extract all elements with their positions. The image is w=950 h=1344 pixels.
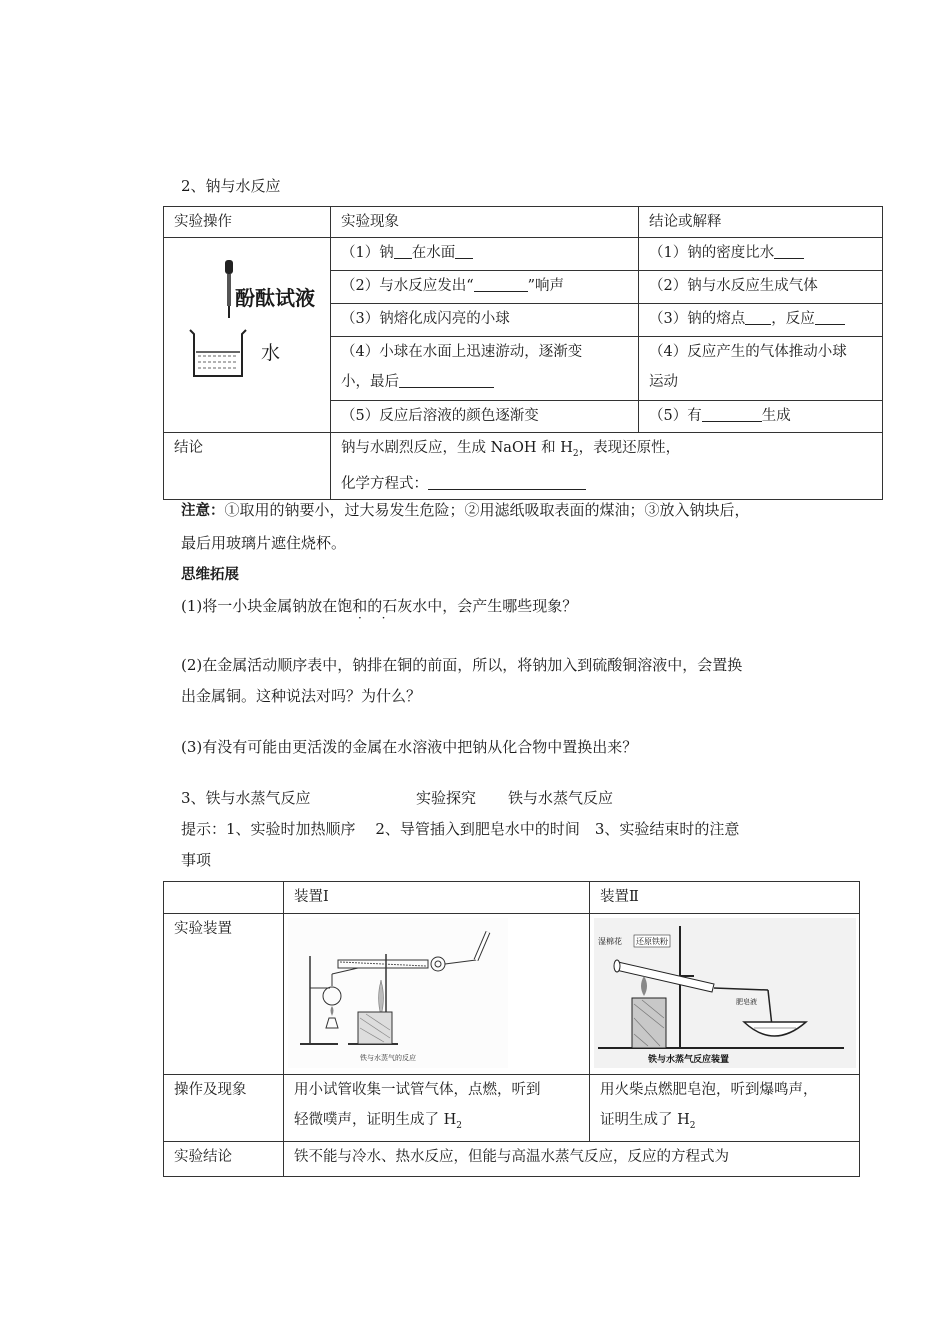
section3-explore-topic: 铁与水蒸气反应 [508,789,614,807]
device-1-cell [284,914,590,1075]
phenomenon-2: （2）与水反应发出“ ”响声 [331,271,639,304]
thinking-q2-line2: 出金属铜。这种说法对吗？为什么？ [181,687,422,705]
wet-cotton-label: 湿棉花 [598,937,622,946]
section3-title: 3、铁与水蒸气反应 [181,789,311,807]
iron-powder-label: 还原铁粉 [636,937,668,946]
explain-4: （4）反应产生的气体推动小球 运动 [639,337,883,401]
iron-conclusion: 铁不能与冷水、热水反应，但能与高温水蒸气反应，反应的方程式为 [284,1141,860,1176]
thinking-q3: (3)有没有可能由更活泼的金属在水溶液中把钠从化合物中置换出来？ [181,738,638,756]
dropper-beaker-figure [178,258,328,398]
phenomenon-4: （4）小球在水面上迅速游动，逐渐变 小，最后 [331,337,639,401]
soap-label: 肥皂液 [736,998,757,1006]
header-explanation: 结论或解释 [639,207,883,238]
op-1: 用小试管收集一试管气体，点燃，听到 轻微噗声，证明生成了 $H_2$ [284,1075,590,1142]
conclusion-label: 结论 [164,433,331,500]
phenolphthalein-label: 酚酞试液 [235,286,315,310]
thinking-q1: (1)将一小块金属钠放在饱和的石灰水中，会产生哪些现象？ [181,597,578,615]
device-2-image [594,918,856,1068]
operation-figure-cell [164,238,331,433]
row-conclusion-label: 实验结论 [164,1141,284,1176]
explain-3: （3）钠的熔点 ，反应 [639,304,883,337]
conclusion-cell: 钠与水剧烈反应，生成 NaOH 和 $H_2$，表现还原性， 化学方程式： [331,433,883,500]
section2-title: 2、钠与水反应 [181,177,281,195]
hint-line2: 事项 [181,851,212,869]
sodium-water-table [163,206,883,500]
device-2-cell [590,914,860,1075]
device-1-image [288,918,508,1068]
explain-5: （5）有 生成 [639,401,883,433]
section3-explore: 实验探究 [416,789,477,807]
header-operation: 实验操作 [164,207,331,238]
emphasis-dots: · · [358,611,394,625]
iron-steam-table [163,881,860,1177]
corner-cell [164,882,284,914]
phenomenon-1: （1）钠 在水面 [331,238,639,271]
thinking-q2-line1: (2)在金属活动顺序表中，钠排在铜的前面，所以，将钠加入到硫酸铜溶液中，会置换 [181,656,743,674]
row-device-label: 实验装置 [164,914,284,1075]
row-op-label: 操作及现象 [164,1075,284,1142]
water-label: 水 [261,342,281,364]
op-2: 用火柴点燃肥皂泡，听到爆鸣声， 证明生成了 $H_2$ [590,1075,860,1142]
device-2-caption: 铁与水蒸气反应装置 [648,1055,730,1065]
header-device-1: 装置Ⅰ [284,882,590,914]
explain-2: （2）钠与水反应生成气体 [639,271,883,304]
header-device-2: 装置Ⅱ [590,882,860,914]
hint-line1: 提示：1、实验时加热顺序 2、导管插入到肥皂水中的时间 3、实验结束时的注意 [181,820,740,838]
notes-line1: 注意：①取用的钠要小，过大易发生危险；②用滤纸吸取表面的煤油；③放入钠块后， [181,501,750,519]
notes-line2: 最后用玻璃片遮住烧杯。 [181,534,347,552]
phenomenon-3: （3）钠熔化成闪亮的小球 [331,304,639,337]
thinking-title: 思维拓展 [181,567,239,583]
header-phenomenon: 实验现象 [331,207,639,238]
explain-1: （1）钠的密度比水 [639,238,883,271]
phenomenon-5: （5）反应后溶液的颜色逐渐变 [331,401,639,433]
device-1-caption: 铁与水蒸气的反应 [360,1054,416,1062]
